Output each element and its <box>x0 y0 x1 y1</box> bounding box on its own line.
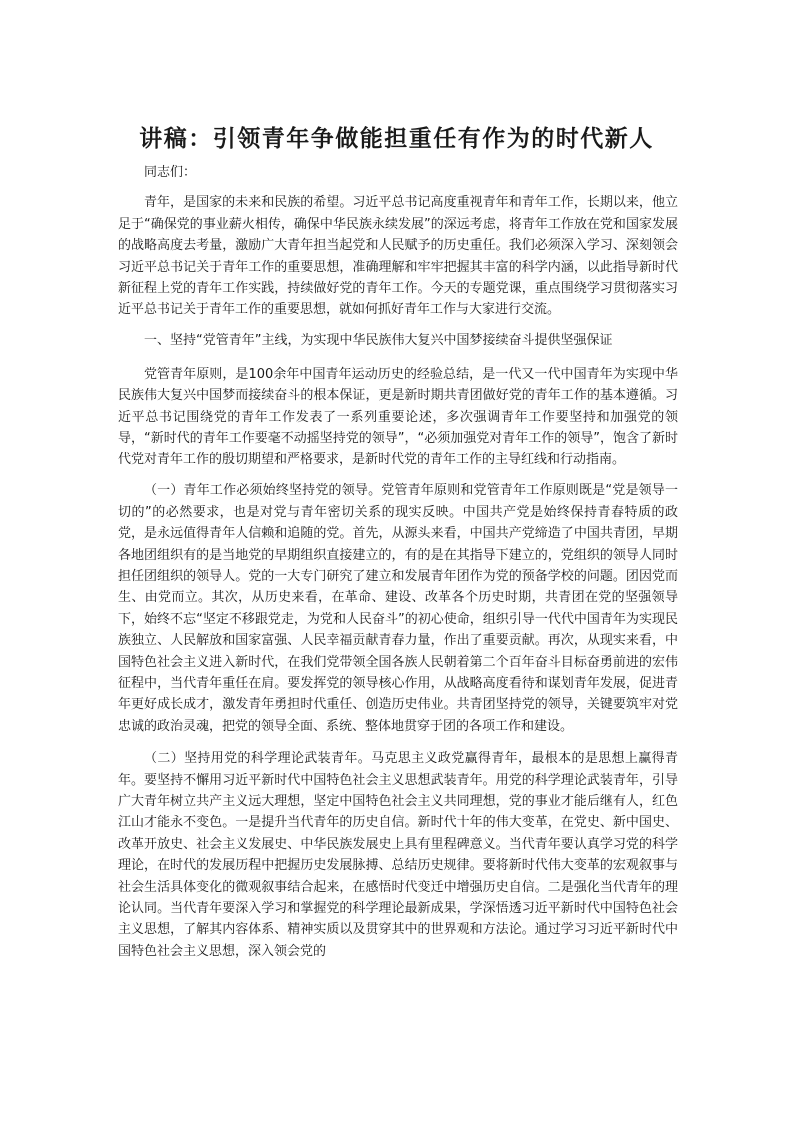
intro-paragraph: 青年，是国家的未来和民族的希望。习近平总书记高度重视青年和青年工作，长期以来，他立足于“确保党的事业薪火相传，确保中华民族永续发展”的深远考虑，将青年工作放在党和国家发展的战略高度去考量，激励广大青年担当起党和人民赋予的历史重任。我们必须深入学习、深刻领会习近平总书记关于青年工作的重要思想，准确理解和牢牢把握其丰富的科学内涵，以此指导新时代新征程上党的青年工作实践，持续做好党的青年工作。今天的专题党课，重点围绕学习贯彻落实习近平总书记关于青年工作的重要思想，就如何抓好青年工作与大家进行交流。 <box>118 195 678 318</box>
subsection-1-paragraph: （一）青年工作必须始终坚持党的领导。党管青年原则和党管青年工作原则既是“党是领导一切的”的必然要求，也是对党与青年密切关系的现实反映。中国共产党是始终保持青春特质的政党，是永远值得青年人信赖和追随的党。首先，从源头来看，中国共产党缔造了中国共青团，早期各地团组织有的是当地党的早期组织直接建立的，有的是在其指导下建立的，党组织的领导人同时担任团组织的领导人。党的一大专门研究了建立和发展青年团作为党的预备学校的问题。团因党而生、由党而立。其次，从历史来看，在革命、建设、改革各个历史时期，共青团在党的坚强领导下，始终不忘“坚定不移跟党走，为党和人民奋斗”的初心使命，组织引导一代代中国青年为实现民族独立、人民解放和国家富强、人民幸福贡献青春力量，作出了重要贡献。再次，从现实来看，中国特色社会主义进入新时代，在我们党带领全国各族人民朝着第二个百年奋斗目标奋勇前进的宏伟征程中，当代青年重任在肩。要发挥党的领导核心作用，从战略高度看待和谋划青年发展，促进青年更好成长成才，激发青年勇担时代重任、创造历史伟业。共青团坚持党的领导，关键要筑牢对党忠诚的政治灵魂，把党的领导全面、系统、整体地贯穿于团的各项工作和建设。 <box>118 483 678 734</box>
section-heading-1: 一、坚持“党管青年”主线，为实现中华民族伟大复兴中国梦接续奋斗提供坚强保证 <box>144 333 613 349</box>
subsection-2-paragraph: （二）坚持用党的科学理论武装青年。马克思主义政党赢得青年，最根本的是思想上赢得青年。要坚持不懈用习近平新时代中国特色社会主义思想武装青年。用党的科学理论武装青年，引导广大青年树立共产主义远大理想，坚定中国特色社会主义共同理想，党的事业才能后继有人，红色江山才能永不变色。一是提升当代青年的历史自信。新时代十年的伟大变革，在党史、新中国史、改革开放史、社会主义发展史、中华民族发展史上具有里程碑意义。当代青年要认真学习党的科学理论，在时代的发展历程中把握历史发展脉搏、总结历史规律。要将新时代伟大变革的宏观叙事与社会生活具体变化的微观叙事结合起来，在感悟时代变迁中增强历史自信。二是强化当代青年的理论认同。当代青年要深入学习和掌握党的科学理论最新成果，学深悟透习近平新时代中国特色社会主义思想，了解其内容体系、精神实质以及贯穿其中的世界观和方法论。通过学习习近平新时代中国特色社会主义思想，深入领会党的 <box>118 751 678 959</box>
salutation: 同志们： <box>144 165 197 180</box>
page-title: 讲稿：引领青年争做能担重任有作为的时代新人 <box>139 125 654 152</box>
document-body <box>118 162 678 972</box>
section-1-paragraph: 党管青年原则，是100余年中国青年运动历史的经验总结，是一代又一代中国青年为实现中华民族伟大复兴中国梦而接续奋斗的根本保证，更是新时期共青团做好党的青年工作的基本遵循。习近平总书记围绕党的青年工作发表了一系列重要论述，多次强调青年工作要坚持和加强党的领导，“新时代的青年工作要毫不动摇坚持党的领导”，“必须加强党对青年工作的领导”，饱含了新时代党对青年工作的殷切期望和严格要求，是新时代党的青年工作的主导红线和行动指南。 <box>118 366 678 468</box>
